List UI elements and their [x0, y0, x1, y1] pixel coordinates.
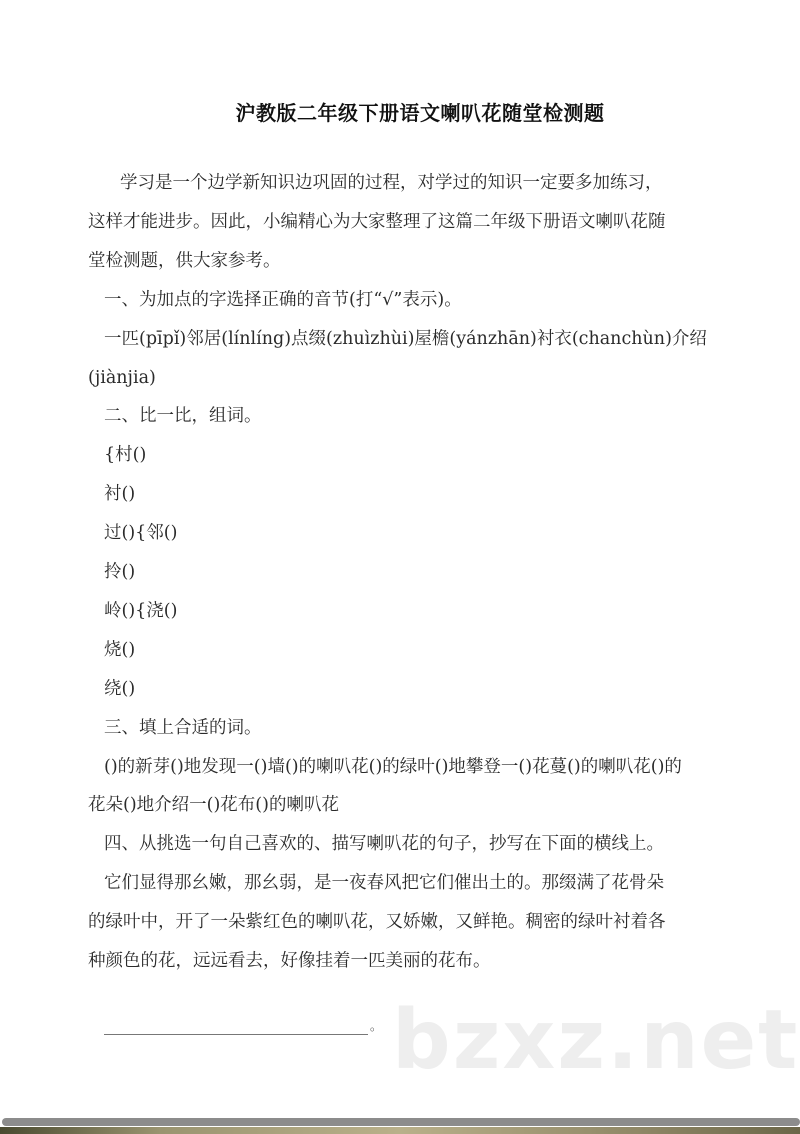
horizontal-scrollbar[interactable]	[2, 1118, 800, 1126]
text-line: 二、比一比，组词。	[104, 406, 262, 427]
blank-period: 。	[370, 1019, 383, 1033]
document-title: 沪教版二年级下册语文喇叭花随堂检测题	[235, 101, 605, 125]
text-line: 烧()	[104, 639, 136, 660]
text-line: 花朵()地介绍一()花布()的喇叭花	[88, 795, 339, 816]
background-strip	[0, 1127, 800, 1134]
text-line: 堂检测题，供大家参考。	[88, 250, 281, 271]
watermark: bzxz.net	[392, 993, 800, 1088]
text-line: {村()	[104, 445, 147, 466]
text-line: 种颜色的花，远远看去，好像挂着一匹美丽的花布。	[88, 951, 491, 971]
text-line: 的绿叶中，开了一朵紫红色的喇叭花，又娇嫩，又鲜艳。稠密的绿叶衬着各	[88, 912, 666, 933]
text-line: 学习是一个边学新知识边巩固的过程，对学过的知识一定要多加练习，	[120, 173, 663, 193]
text-line: 四、从挑选一句自己喜欢的、描写喇叭花的句子，抄写在下面的横线上。	[104, 834, 664, 855]
text-line: 过(){邻()	[104, 523, 178, 544]
text-line: 三、填上合适的词。	[104, 717, 262, 738]
text-line: 一匹(pīpǐ)邻居(línlíng)点缀(zhuìzhùi)屋檐(yánzhān)衬衣(chanchùn)介绍	[104, 328, 707, 349]
text-line: 它们显得那幺嫩，那幺弱，是一夜春风把它们催出土的。那缀满了花骨朵	[104, 873, 664, 894]
text-line: 拎()	[104, 562, 136, 582]
text-line: (jiànjia)	[88, 367, 156, 388]
text-line: 绕()	[104, 678, 136, 699]
text-line: 一、为加点的字选择正确的音节(打“√”表示)。	[104, 289, 462, 310]
text-line: ()的新芽()地发现一()墙()的喇叭花()的绿叶()地攀登一()花蔓()的喇叭花()的	[104, 756, 682, 777]
text-line: 衬()	[104, 484, 136, 505]
text-line: 岭(){浇()	[104, 600, 178, 621]
answer-blank-line	[104, 1034, 368, 1035]
text-line: 这样才能进步。因此，小编精心为大家整理了这篇二年级下册语文喇叭花随	[88, 211, 666, 232]
